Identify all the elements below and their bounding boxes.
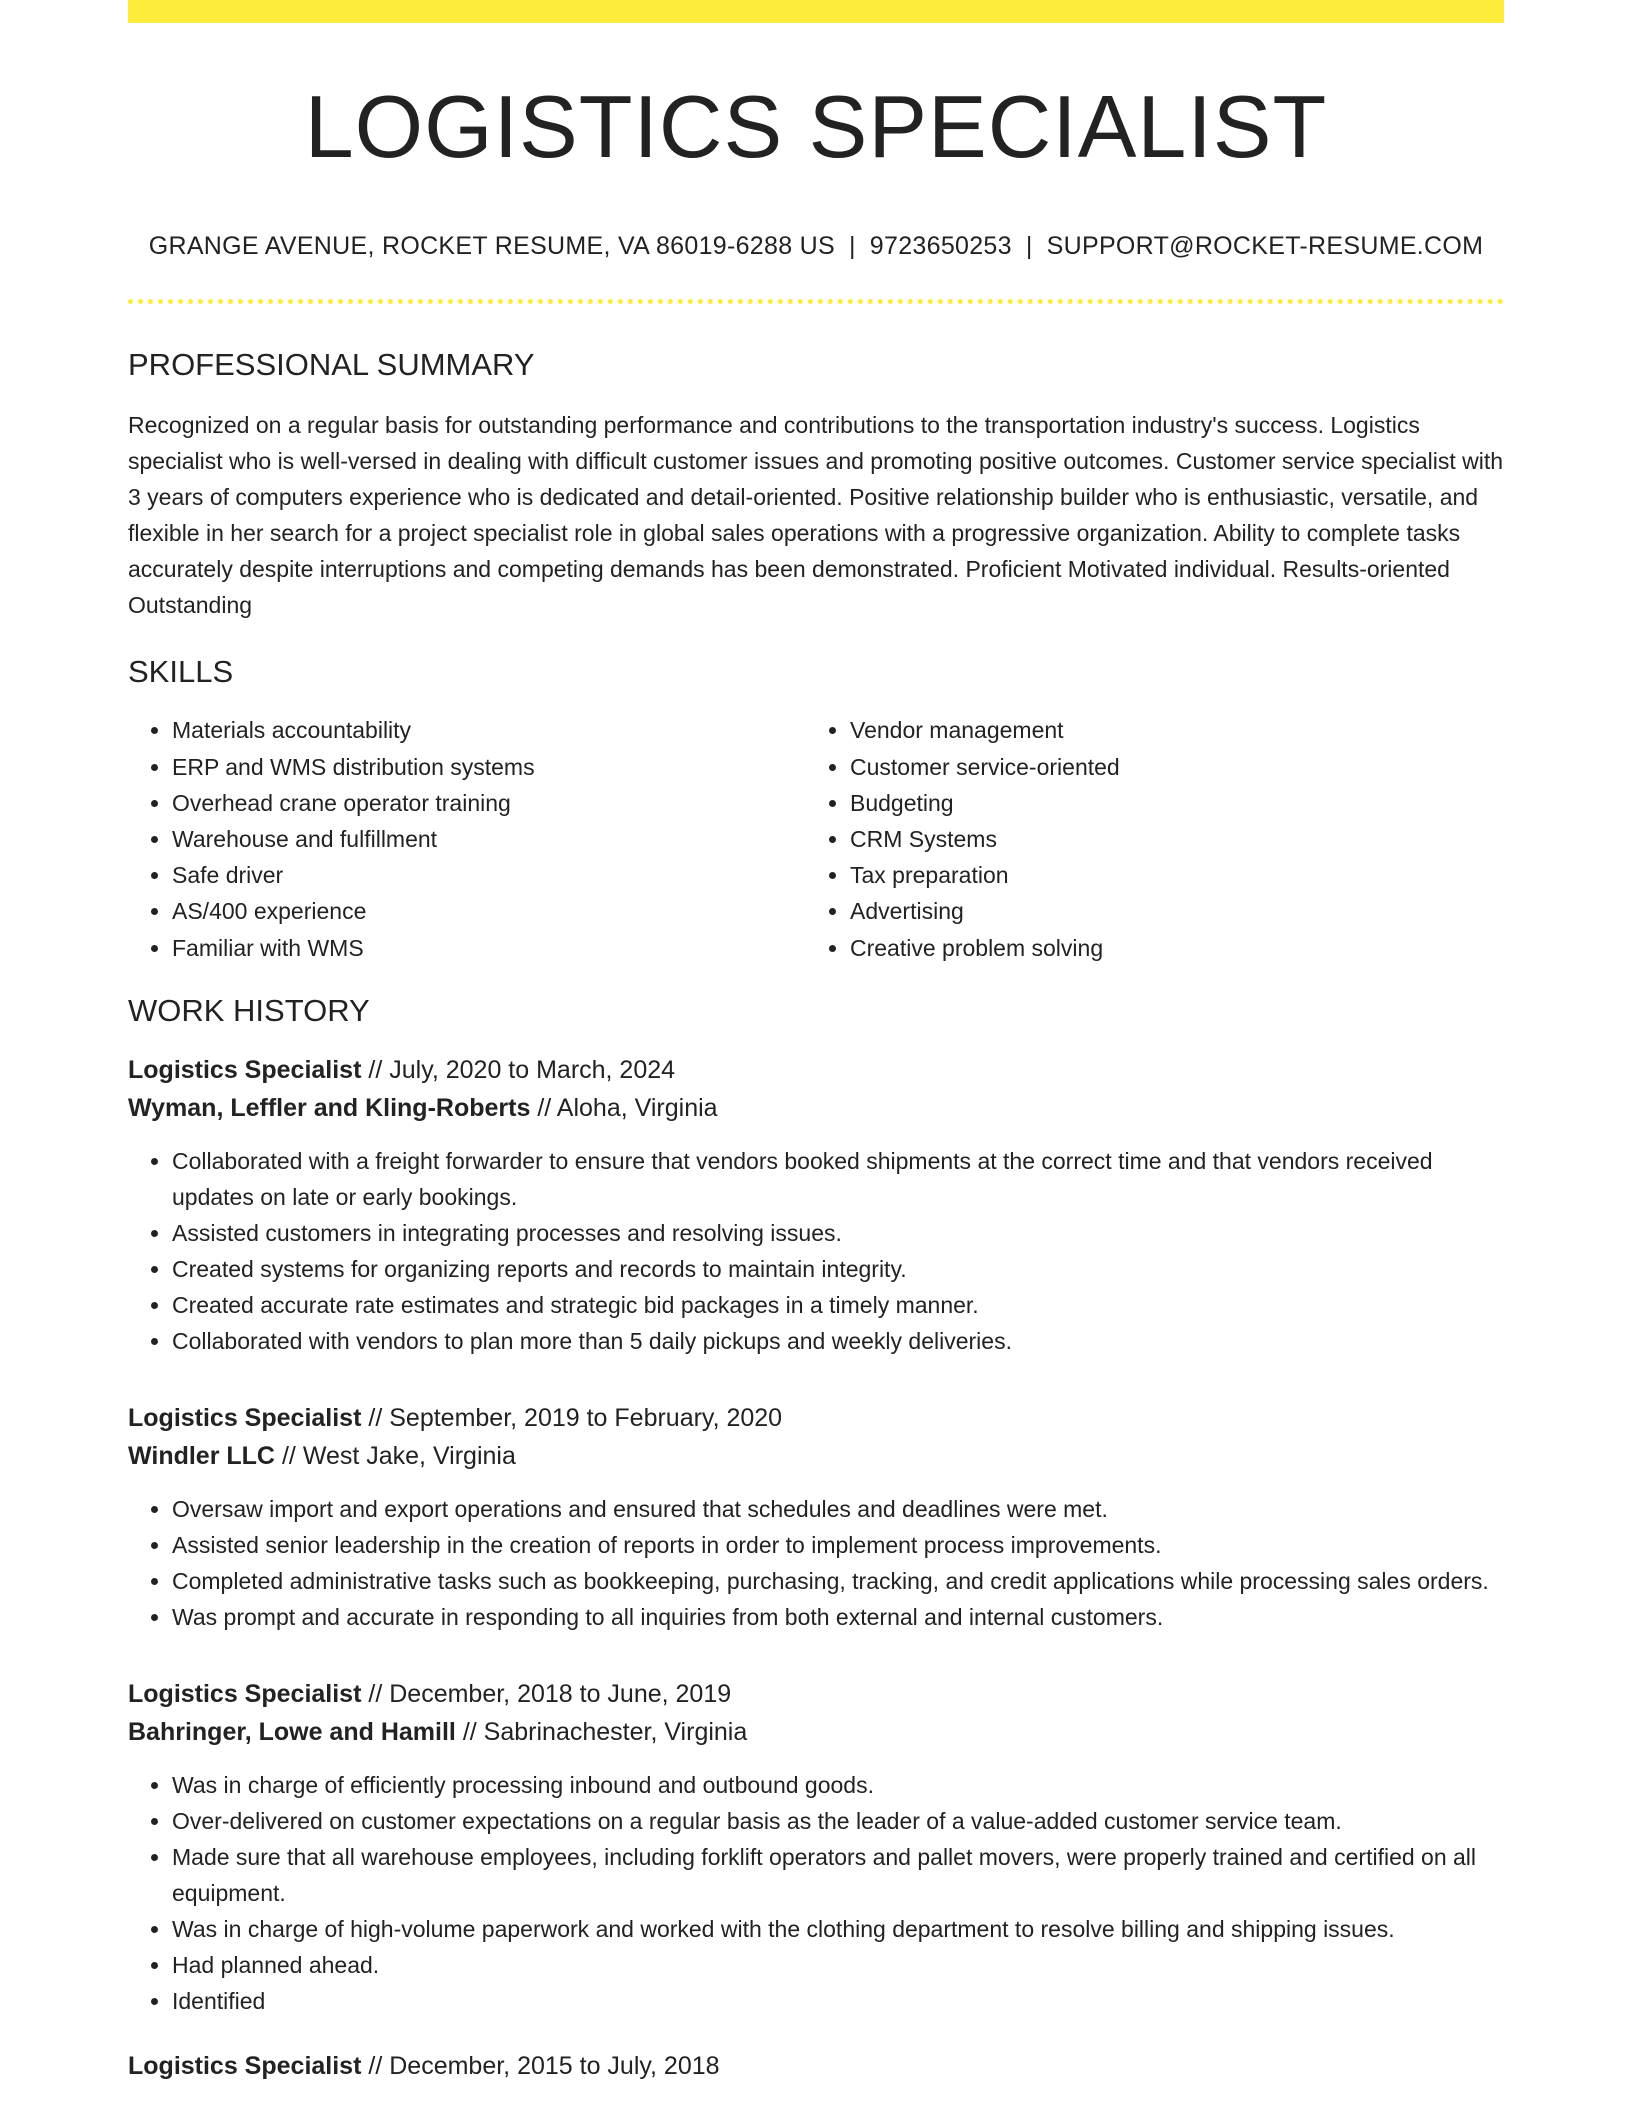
job-company-line (128, 1437, 1504, 1475)
job-company: Windler LLC (128, 1441, 275, 1470)
skill-item: • Tax preparation (850, 857, 1484, 893)
job-role: Logistics Specialist (128, 2051, 362, 2080)
job-location: West Jake, Virginia (302, 1441, 516, 1470)
skills-column-left (128, 712, 806, 965)
job-entry (128, 1399, 1504, 1635)
job-bullet: • Created systems for organizing reports and records to maintain integrity. (172, 1251, 1504, 1287)
job-role-line (128, 2047, 1504, 2085)
contact-separator: | (1025, 232, 1033, 260)
job-bullet: • Made sure that all warehouse employees, including forklift operators and pallet movers, were properly trained and certified on all equipment. (172, 1839, 1504, 1911)
job-divider: // (368, 1403, 383, 1432)
job-bullet: • Was in charge of efficiently processing inbound and outbound goods. (172, 1767, 1504, 1803)
job-bullet: • Collaborated with a freight forwarder to ensure that vendors booked shipments at the correct time and that vendors received updates on late or early bookings. (172, 1143, 1504, 1215)
accent-top-bar (128, 0, 1504, 23)
resume-name: LOGISTICS SPECIALIST (304, 77, 1328, 176)
job-bullet: • Assisted senior leadership in the creation of reports in order to implement process improvements. (172, 1527, 1504, 1563)
skill-item: • CRM Systems (850, 821, 1484, 857)
job-bullet: • Assisted customers in integrating processes and resolving issues. (172, 1215, 1504, 1251)
job-dates: September, 2019 to February, 2020 (389, 1403, 783, 1432)
skill-item: • ERP and WMS distribution systems (172, 749, 806, 785)
contact-address: GRANGE AVENUE, ROCKET RESUME, VA 86019-6288 US (148, 232, 835, 260)
job-entry (128, 1675, 1504, 2019)
job-bullet: • Was prompt and accurate in responding to all inquiries from both external and internal customers. (172, 1599, 1504, 1635)
skill-item: • Customer service-oriented (850, 749, 1484, 785)
skills-list (128, 712, 1504, 965)
contact-line (128, 231, 1504, 261)
contact-separator: | (849, 232, 856, 260)
job-bullet: • Had planned ahead. (172, 1947, 1504, 1983)
job-bullet: • Collaborated with vendors to plan more than 5 daily pickups and weekly deliveries. (172, 1323, 1504, 1359)
job-role-line (128, 1675, 1504, 1713)
job-bullet: • Created accurate rate estimates and strategic bid packages in a timely manner. (172, 1287, 1504, 1323)
job-bullets (128, 1767, 1504, 2019)
contact-phone: 9723650253 (869, 232, 1012, 260)
job-company-line (128, 1089, 1504, 1127)
job-role: Logistics Specialist (128, 1679, 362, 1708)
job-divider: // (462, 1717, 477, 1746)
job-bullet: • Completed administrative tasks such as bookkeeping, purchasing, tracking, and credit applications while processing sales orders. (172, 1563, 1504, 1599)
skill-item: • Creative problem solving (850, 930, 1484, 966)
dotted-divider (128, 299, 1504, 304)
job-divider: // (368, 1679, 383, 1708)
job-role-line (128, 1399, 1504, 1437)
job-bullet: • Over-delivered on customer expectations on a regular basis as the leader of a value-added customer service team. (172, 1803, 1504, 1839)
job-bullet: • Was in charge of high-volume paperwork and worked with the clothing department to resolve billing and shipping issues. (172, 1911, 1504, 1947)
job-bullets (128, 1491, 1504, 1635)
skills-column-right (806, 712, 1484, 965)
skill-item: • Familiar with WMS (172, 930, 806, 966)
job-bullets (128, 1143, 1504, 1359)
job-divider: // (368, 2051, 383, 2080)
skills-heading: SKILLS (128, 654, 234, 690)
skill-item: • Budgeting (850, 785, 1484, 821)
job-company: Bahringer, Lowe and Hamill (128, 1717, 456, 1746)
job-company: Wyman, Leffler and Kling-Roberts (128, 1093, 531, 1122)
job-dates: July, 2020 to March, 2024 (389, 1055, 676, 1084)
skill-item: • Overhead crane operator training (172, 785, 806, 821)
job-role: Logistics Specialist (128, 1403, 362, 1432)
job-location: Aloha, Virginia (556, 1093, 718, 1122)
skill-item: • Safe driver (172, 857, 806, 893)
job-bullet: • Identified (172, 1983, 1504, 2019)
skill-item: • AS/400 experience (172, 893, 806, 929)
job-company-line (128, 1713, 1504, 1751)
contact-email: SUPPORT@ROCKET-RESUME.COM (1046, 232, 1484, 260)
work-history-heading: WORK HISTORY (128, 992, 370, 1028)
summary-text: Recognized on a regular basis for outstanding performance and contributions to the transportation industry's success. Logistics specialist who is well-versed in dealing with difficult customer issues and promoting positive outcomes. Customer service specialist with 3 years of computers experience who is dedicated and detail-oriented. Positive relationship builder who is enthusiastic, versatile, and flexible in her search for a project specialist role in global sales operations with a progressive organization. Ability to complete tasks accurately despite interruptions and competing demands has been demonstrated. Proficient Motivated individual. Results-oriented Outstanding (128, 412, 1504, 619)
job-entry (128, 2047, 1504, 2085)
resume-page (128, 0, 1504, 2085)
summary-heading: PROFESSIONAL SUMMARY (128, 347, 535, 382)
job-divider: // (537, 1093, 552, 1122)
job-dates: December, 2015 to July, 2018 (389, 2051, 720, 2080)
job-role: Logistics Specialist (128, 1055, 362, 1084)
skill-item: • Warehouse and fulfillment (172, 821, 806, 857)
job-entry (128, 1051, 1504, 1359)
skill-item: • Materials accountability (172, 712, 806, 748)
job-divider: // (281, 1441, 296, 1470)
skill-item: • Vendor management (850, 712, 1484, 748)
job-location: Sabrinachester, Virginia (483, 1717, 748, 1746)
job-bullet: • Oversaw import and export operations and ensured that schedules and deadlines were met. (172, 1491, 1504, 1527)
job-dates: December, 2018 to June, 2019 (389, 1679, 732, 1708)
job-divider: // (368, 1055, 383, 1084)
job-role-line (128, 1051, 1504, 1089)
skill-item: • Advertising (850, 893, 1484, 929)
